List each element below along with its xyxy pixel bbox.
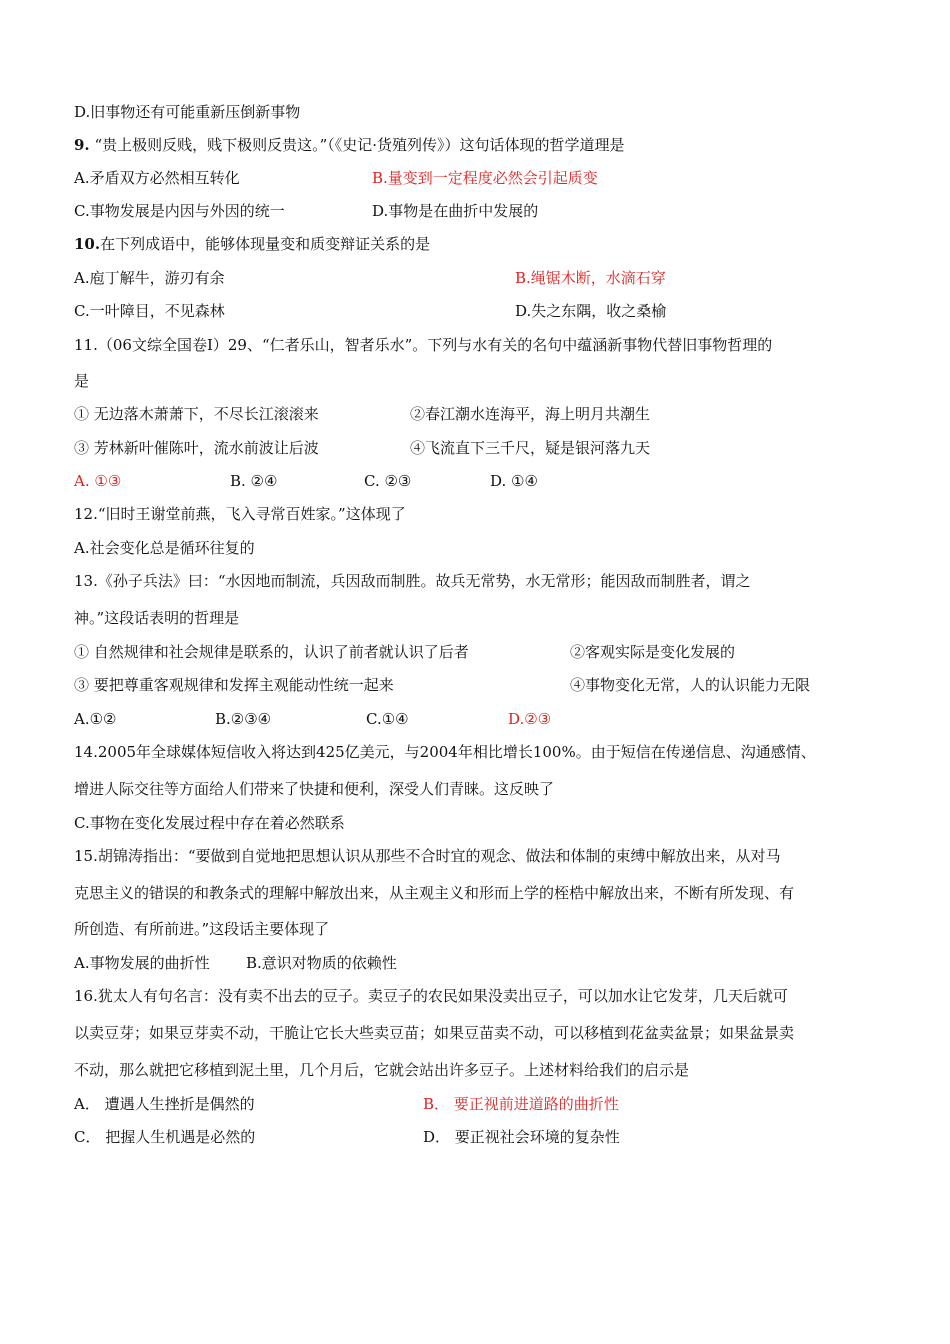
q16-option-a: A． 遭遇人生挫折是偶然的 [74,1095,255,1113]
q9-option-b-answer: B.量变到一定程度必然会引起质变 [372,169,598,187]
q13-item-4: ④事物变化无常，人的认识能力无限 [570,676,811,694]
q11-option-d: D. ①④ [490,472,538,490]
q13-option-a: A.①② [74,710,117,728]
q12-stem: 12.“旧时王谢堂前燕，飞入寻常百姓家。”这体现了 [74,505,406,523]
q11-items-34 [74,438,650,458]
q16-option-c: C． 把握人生机遇是必然的 [74,1128,256,1146]
q16-stem-cont-1: 以卖豆芽；如果豆芽卖不动，干脆让它长大些卖豆苗；如果豆苗卖不动，可以移植到花盆卖盆景；如果盆景卖 [74,1024,795,1042]
q15-stem: 15.胡锦涛指出：“要做到自觉地把思想认识从那些不合时宜的观念、做法和体制的束缚中解放出来，从对马 [74,847,781,865]
q10-number: 10. [74,235,101,253]
q14-option-c: C.事物在变化发展过程中存在着必然联系 [74,814,345,832]
q16-stem-cont-2: 不动，那么就把它移植到泥土里，几个月后，它就会站出许多豆子。上述材料给我们的启示是 [74,1061,690,1079]
q9-options-cd [74,201,538,221]
q13-item-2: ②客观实际是变化发展的 [570,643,736,661]
q15-option-a: A.事物发展的曲折性 [74,954,210,972]
q16-option-b-answer: B． 要正视前进道路的曲折性 [423,1095,619,1113]
q11-item-4: ④飞流直下三千尺，疑是银河落九天 [410,439,651,457]
q13-item-1: ① 自然规律和社会规律是联系的，认识了前者就认识了后者 [74,643,469,661]
q10-stem [74,234,430,254]
q10-option-d: D.失之东隅，收之桑榆 [515,302,667,320]
q11-items-12 [74,404,650,424]
q14-stem-cont: 增进人际交往等方面给人们带来了快捷和便利，深受人们青睐。这反映了 [74,780,555,798]
q13-stem-cont: 神。”这段话表明的哲理是 [74,609,240,627]
q10-text: 在下列成语中，能够体现量变和质变辩证关系的是 [100,235,431,253]
q11-option-c: C. ②③ [364,472,412,490]
q10-option-b-answer: B.绳锯木断，水滴石穿 [515,269,666,287]
q9-option-d: D.事物是在曲折中发展的 [372,202,539,220]
q15-stem-cont-2: 所创造、有所前进。”这段话主要体现了 [74,920,330,938]
q14-stem: 14.2005年全球媒体短信收入将达到425亿美元，与2004年相比增长100%。由于短信在传递信息、沟通感情、 [74,743,816,761]
q13-option-b: B.②③④ [215,710,272,728]
q9-option-c: C.事物发展是内因与外因的统一 [74,202,285,220]
q15-option-b: B.意识对物质的依赖性 [246,954,397,972]
q11-stem-cont: 是 [74,372,90,390]
q13-options [74,709,551,729]
q10-option-a: A.庖丁解牛，游刃有余 [74,269,225,287]
q11-item-1: ① 无边落木萧萧下，不尽长江滚滚来 [74,405,319,423]
q11-option-b: B. ②④ [230,472,278,490]
q13-item-3: ③ 要把尊重客观规律和发挥主观能动性统一起来 [74,676,394,694]
q10-options-ab [74,268,666,288]
q10-option-c: C.一叶障目，不见森林 [74,302,225,320]
q16-options-ab [74,1094,619,1114]
q15-stem-cont-1: 克思主义的错误的和教条式的理解中解放出来，从主观主义和形而上学的桎梏中解放出来，不断有所发现、有 [74,884,795,902]
q12-option-a: A.社会变化总是循环往复的 [74,539,255,557]
q11-options [74,471,538,491]
q9-text: “贵上极则反贱，贱下极则反贵这。”（《史记·货殖列传》）这句话体现的哲学道理是 [94,136,625,154]
q13-option-c: C.①④ [366,710,409,728]
q9-stem [74,135,625,155]
q11-stem: 11.（06文综全国卷Ⅰ）29、“仁者乐山，智者乐水”。下列与水有关的名句中蕴涵新事物代替旧事物哲理的 [74,336,773,354]
q9-options-ab [74,168,598,188]
q13-items-34 [74,675,810,695]
q10-options-cd [74,301,666,321]
q13-option-d-answer: D.②③ [508,710,552,728]
q16-option-d: D． 要正视社会环境的复杂性 [423,1128,620,1146]
q16-options-cd [74,1127,620,1147]
q9-option-a: A.矛盾双方必然相互转化 [74,169,240,187]
q11-item-2: ②春江潮水连海平，海上明月共潮生 [410,405,651,423]
q13-items-12 [74,642,735,662]
q11-item-3: ③ 芳林新叶催陈叶，流水前波让后波 [74,439,319,457]
q9-number: 9. [74,136,90,154]
q16-stem: 16.犹太人有句名言：没有卖不出去的豆子。卖豆子的农民如果没卖出豆子，可以加水让它发芽，几天后就可 [74,987,788,1005]
q13-stem: 13.《孙子兵法》曰：“水因地而制流，兵因敌而制胜。故兵无常势，水无常形；能因敌而制胜者，谓之 [74,572,751,590]
q15-options [74,953,397,973]
q11-option-a-answer: A. ①③ [74,472,122,490]
q8-option-d: D.旧事物还有可能重新压倒新事物 [74,103,301,121]
